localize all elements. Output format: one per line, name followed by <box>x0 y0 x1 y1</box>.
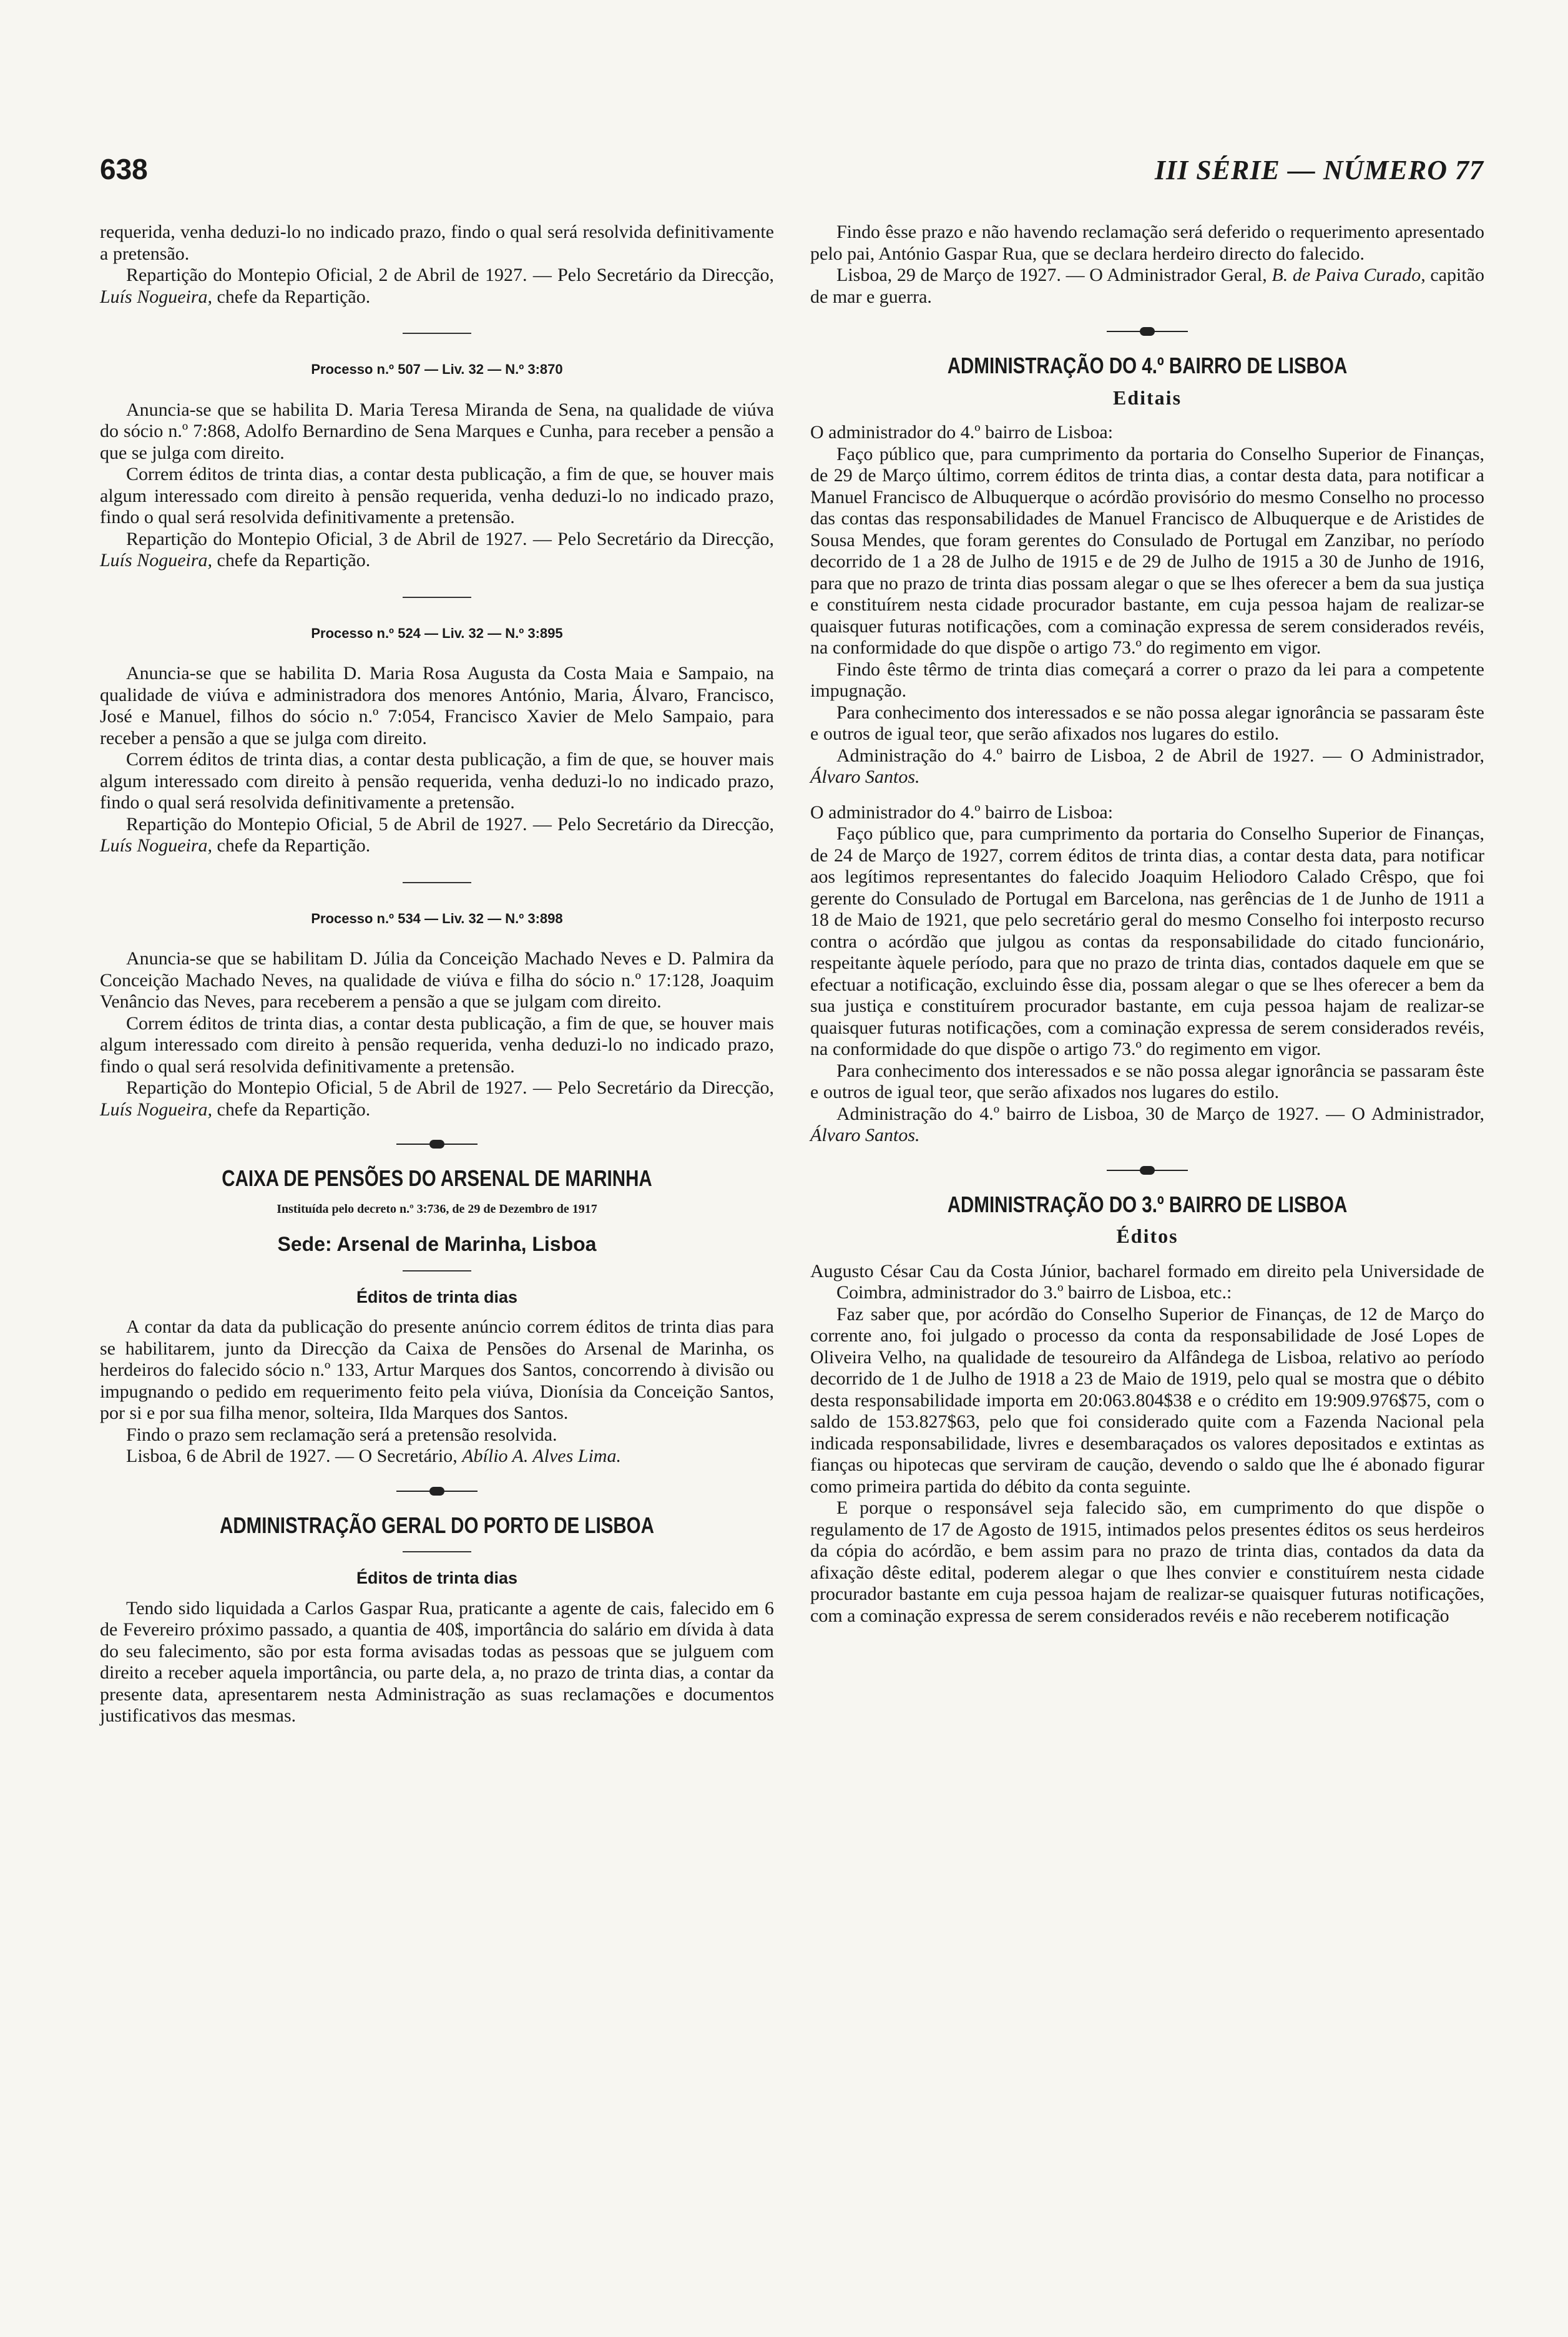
notice-type-heading: Éditos <box>1116 1225 1178 1247</box>
paragraph: Repartição do Montepio Oficial, 3 de Abril de 1927. — Pelo Secretário da Direcção, Luís Nogueira, chefe da Repartição. <box>100 528 774 571</box>
right-column <box>810 222 1484 1627</box>
paragraph: O administrador do 4.º bairro de Lisboa: <box>810 801 1114 823</box>
paragraph: Repartição do Montepio Oficial, 5 de Abril de 1927. — Pelo Secretário da Direcção, Luís Nogueira, chefe da Repartição. <box>100 813 774 856</box>
section-title: ADMINISTRAÇÃO GERAL DO PORTO DE LISBOA <box>220 1512 654 1538</box>
notice-type-heading: Editais <box>1112 386 1182 409</box>
section-ornament <box>396 1139 478 1149</box>
series-number: III SÉRIE — NÚMERO 77 <box>1154 155 1484 185</box>
section-title: ADMINISTRAÇÃO DO 4.º BAIRRO DE LISBOA <box>947 353 1348 378</box>
paragraph: Anuncia-se que se habilitam D. Júlia da Conceição Machado Neves e D. Palmira da Conceição Machado Neves, na qualidade de viúva e filha do sócio n.º 17:128, Joaquim Venâncio das Neves, para receberem a pensão a que se julgam com direito. <box>100 948 774 1012</box>
notice-heading: Éditos de trinta dias <box>356 1569 518 1587</box>
paragraph: Repartição do Montepio Oficial, 5 de Abril de 1927. — Pelo Secretário da Direcção, Luís Nogueira, chefe da Repartição. <box>100 1077 774 1120</box>
process-heading: Processo n.º 534 — Liv. 32 — N.º 3:898 <box>311 910 563 926</box>
divider <box>403 597 471 598</box>
section-seat: Sede: Arsenal de Marinha, Lisboa <box>277 1233 597 1255</box>
paragraph: Para conhecimento dos interessados e se não possa alegar ignorância se passaram êste e outros de igual teor, que serão afixados nos lugares do estilo. <box>810 702 1484 744</box>
paragraph: Augusto César Cau da Costa Júnior, bacharel formado em direito pela Universidade de Coimbra, administrador do 3.º bairro de Lisboa, etc.: <box>810 1260 1484 1303</box>
paragraph: Correm éditos de trinta dias, a contar desta publicação, a fim de que, se houver mais algum interessado com direito à pensão requerida, venha deduzi-lo no indicado prazo, findo o qual será resolvida definitivamente a pretensão. <box>100 749 774 813</box>
signature: Luís Nogueira, <box>100 1099 213 1120</box>
signature: B. de Paiva Curado, <box>1272 265 1426 285</box>
paragraph: Repartição do Montepio Oficial, 2 de Abril de 1927. — Pelo Secretário da Direcção, Luís Nogueira, chefe da Repartição. <box>100 265 774 307</box>
page-header <box>100 149 1484 186</box>
paragraph: Findo êste têrmo de trinta dias começará a correr o prazo da lei para a competente impugnação. <box>810 659 1484 701</box>
divider <box>403 333 471 334</box>
paragraph: Correm éditos de trinta dias, a contar desta publicação, a fim de que, se houver mais algum interessado com direito à pensão requerida, venha deduzi-lo no indicado prazo, findo o qual será resolvida definitivamente a pretensão. <box>100 464 774 527</box>
paragraph: A contar da data da publicação do presente anúncio correm éditos de trinta dias para se habilitarem, junto da Direcção da Caixa de Pensões do Arsenal de Marinha, os herdeiros do falecido sócio n.º 133, Artur Marques dos Santos, concorrendo à divisão ou impugnando o pedido em requerimento feito pela viúva, Dionísia da Conceição Santos, por si e por sua filha menor, solteira, Ilda Marques dos Santos. <box>100 1316 774 1423</box>
paragraph: Lisboa, 6 de Abril de 1927. — O Secretário, Abílio A. Alves Lima. <box>126 1446 621 1466</box>
left-column <box>100 222 774 1727</box>
paragraph: Administração do 4.º bairro de Lisboa, 30 de Março de 1927. — O Administrador, Álvaro Santos. <box>810 1103 1484 1145</box>
paragraph: Findo êsse prazo e não havendo reclamação será deferido o requerimento apresentado pelo pai, António Gaspar Rua, que se declara herdeiro directo do falecido. <box>810 222 1484 264</box>
divider <box>403 1551 471 1552</box>
process-heading: Processo n.º 507 — Liv. 32 — N.º 3:870 <box>311 361 563 377</box>
section-ornament <box>1107 326 1188 336</box>
paragraph: Administração do 4.º bairro de Lisboa, 2 de Abril de 1927. — O Administrador, Álvaro Santos. <box>810 745 1484 787</box>
section-title: CAIXA DE PENSÕES DO ARSENAL DE MARINHA <box>222 1165 652 1191</box>
paragraph: O administrador do 4.º bairro de Lisboa: <box>810 422 1114 443</box>
signature: Luís Nogueira, <box>100 835 213 856</box>
paragraph: Lisboa, 29 de Março de 1927. — O Administrador Geral, B. de Paiva Curado, capitão de mar e guerra. <box>810 265 1484 307</box>
section-subtitle: Instituída pelo decreto n.º 3:736, de 29 de Dezembro de 1917 <box>277 1202 597 1216</box>
page-number: 638 <box>100 153 148 185</box>
paragraph: Faz saber que, por acórdão do Conselho Superior de Finanças, de 12 de Março do corrente ano, foi julgado o processo da conta da responsabilidade de José Lopes de Oliveira Velho, na qualidade de tesoureiro da Alfândega de Lisboa, relativo ao período decorrido de 1 de Julho de 1918 a 23 de Maio de 1919, pelo qual se mostra que o débito desta responsabilidade importa em 20:063.804$38 e o crédito em 19:909.976$75, com o saldo de 153.827$63, pelo que foi considerado quite com a Fazenda Nacional pela indicada responsabilidade, livres e desembaraçados os valores depositados e extintas as fianças ou hipotecas que serviram de caução, devendo o saldo que lhe é abonado figurar como primeira partida do débito da conta seguinte. <box>810 1303 1484 1497</box>
signature: Álvaro Santos. <box>810 1125 920 1145</box>
section-ornament <box>1107 1165 1188 1175</box>
signature: Luís Nogueira, <box>100 286 213 307</box>
divider <box>403 882 471 883</box>
paragraph: Correm éditos de trinta dias, a contar desta publicação, a fim de que, se houver mais algum interessado com direito à pensão requerida, venha deduzi-lo no indicado prazo, findo o qual será resolvida definitivamente a pretensão. <box>100 1012 774 1077</box>
signature: Abílio A. Alves Lima. <box>462 1446 621 1466</box>
process-heading: Processo n.º 524 — Liv. 32 — N.º 3:895 <box>311 625 563 641</box>
notice-heading: Éditos de trinta dias <box>356 1287 518 1306</box>
section-title: ADMINISTRAÇÃO DO 3.º BAIRRO DE LISBOA <box>947 1191 1348 1217</box>
paragraph: Tendo sido liquidada a Carlos Gaspar Rua, praticante a agente de cais, falecido em 6 de Fevereiro próximo passado, a quantia de 40$, importância do salário em dívida à data do seu falecimento, são por esta forma avisadas todas as pessoas que se julguem com direito a receber aquela importância, ou parte dela, a, no prazo de trinta dias, a contar da presente data, apresentarem nesta Administração as suas reclamações e documentos justificativos das mesmas. <box>100 1597 774 1726</box>
signature: Álvaro Santos. <box>810 767 920 787</box>
section-ornament <box>396 1486 478 1496</box>
paragraph: Anuncia-se que se habilita D. Maria Teresa Miranda de Sena, na qualidade de viúva do sócio n.º 7:868, Adolfo Bernardino de Sena Marques e Cunha, para receber a pensão a que se julga com direito. <box>100 399 774 463</box>
paragraph: Anuncia-se que se habilita D. Maria Rosa Augusta da Costa Maia e Sampaio, na qualidade de viúva e administradora dos menores António, Maria, Álvaro, Francisco, José e Manuel, filhos do sócio n.º 7:054, Francisco Xavier de Melo Sampaio, para receber a pensão a que se julga com direito. <box>100 663 774 748</box>
paragraph: E porque o responsável seja falecido são, em cumprimento do que dispõe o regulamento de 17 de Agosto de 1915, intimados pelos presentes éditos os seus herdeiros da cópia do acórdão, e bem assim para no prazo de trinta dias, contados da data da afixação dêste edital, poderem alegar o que lhes convier e constituírem nesta cidade procurador bastante em cuja pessoa hajam de realizar-se quaisquer futuras notificações, com a cominação expressa de serem considerados revéis e não receberem notificação <box>810 1497 1484 1626</box>
paragraph: Para conhecimento dos interessados e se não possa alegar ignorância se passaram êste e outros de igual teor, que serão afixados nos lugares do estilo. <box>810 1060 1484 1102</box>
paragraph: requerida, venha deduzi-lo no indicado prazo, findo o qual será resolvida definitivamente a pretensão. <box>100 222 774 264</box>
paragraph: Findo o prazo sem reclamação será a pretensão resolvida. <box>126 1424 557 1445</box>
divider <box>403 1270 471 1271</box>
paragraph: Faço público que, para cumprimento da portaria do Conselho Superior de Finanças, de 24 de Março de 1927, correm éditos de trinta dias, a contar desta data, para notificar aos legítimos representantes do falecido Joaquim Heliodoro Calado Crêspo, que foi gerente do Consulado de Portugal em Barcelona, nas gerências de 1 de Junho de 1911 a 18 de Maio de 1921, que pelo secretário geral do mesmo Conselho foi interposto recurso contra o acórdão que julgou as contas da responsabilidade do citado funcionário, respeitante àquele período, para que no prazo de trinta dias, contados daquele em que se efectuar a notificação, excluindo êsse dia, possam alegar o que se lhes oferecer a bem da sua justiça e constituírem procurador bastante, em cuja pessoa hajam de realizar-se quaisquer futuras notificações, com a cominação expressa de serem considerados revéis, na conformidade do que dispõe o artigo 73.º do regimento em vigor. <box>810 823 1484 1059</box>
paragraph: Faço público que, para cumprimento da portaria do Conselho Superior de Finanças, de 29 de Março último, correm éditos de trinta dias, a contar desta data, para notificar a Manuel Francisco de Albuquerque o acórdão provisório do mesmo Conselho no processo das contas das responsabilidades de Manuel Francisco de Albuquerque e de Aristides de Sousa Mendes, que foram gerentes do Consulado de Portugal em Zanzibar, no período decorrido de 1 a 28 de Julho de 1915 e de 29 de Julho de 1915 a 30 de Junho de 1916, para que no prazo de trinta dias possam alegar o que se lhes oferecer a bem da sua justiça e constituírem nesta cidade procurador bastante, em cuja pessoa hajam de realizar-se quaisquer futuras notificações, com a cominação expressa de serem considerados revéis, na conformidade do que dispõe o artigo 73.º do regimento em vigor. <box>810 443 1484 658</box>
signature: Luís Nogueira, <box>100 550 213 571</box>
